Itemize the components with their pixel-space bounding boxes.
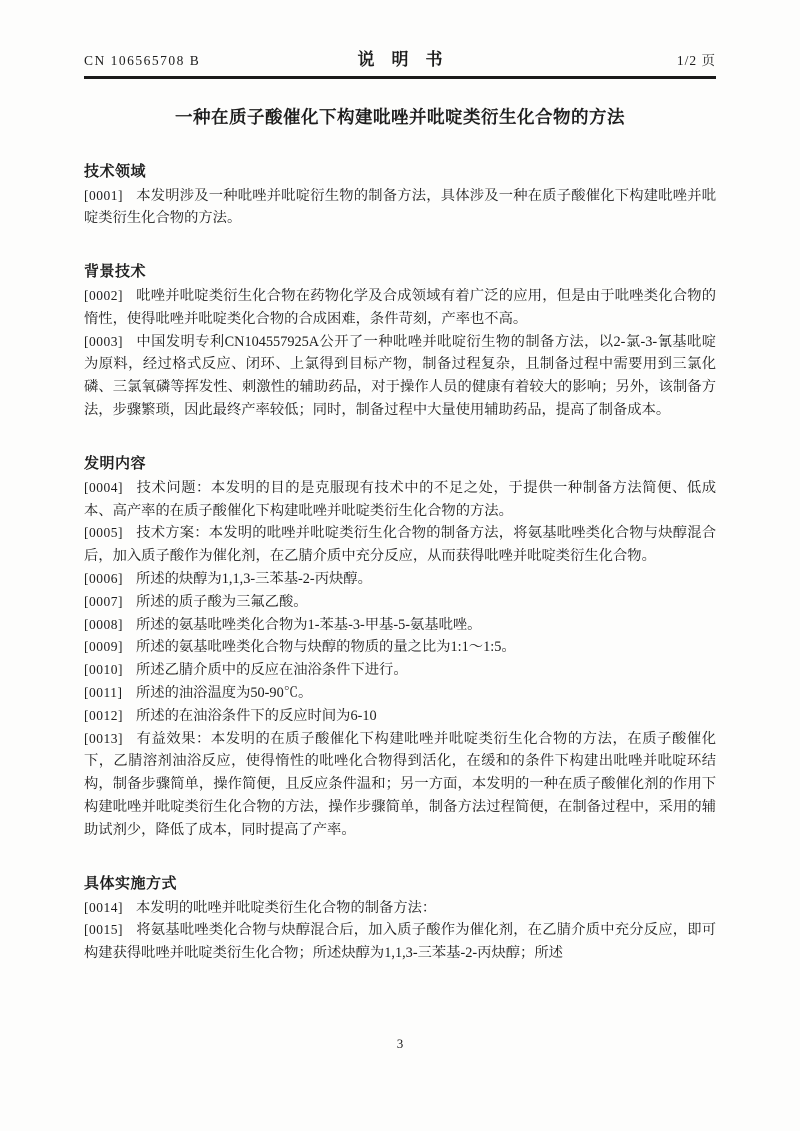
paragraph-number: [0004] bbox=[84, 479, 123, 495]
paragraph-0011 bbox=[84, 682, 716, 705]
paragraph-0009 bbox=[84, 636, 716, 659]
paragraph-0008 bbox=[84, 614, 716, 637]
paragraph-number: [0005] bbox=[84, 525, 123, 541]
paragraph-0012 bbox=[84, 705, 716, 728]
paragraph-0002 bbox=[84, 285, 716, 331]
section-technical-field bbox=[84, 161, 716, 231]
paragraph-number: [0009] bbox=[84, 639, 123, 655]
paragraph-0014 bbox=[84, 897, 716, 920]
section-detailed-description bbox=[84, 873, 716, 965]
paragraph-number: [0001] bbox=[84, 187, 123, 203]
section-heading-background-art: 背景技术 bbox=[84, 263, 147, 281]
paragraph-0003 bbox=[84, 331, 716, 422]
page-indicator: 1/2 页 bbox=[676, 53, 716, 68]
paragraph-0001 bbox=[84, 185, 716, 231]
paragraph-number: [0014] bbox=[84, 899, 123, 915]
paragraph-text: 所述的质子酸为三氟乙酸。 bbox=[136, 593, 308, 610]
paragraph-0005 bbox=[84, 522, 716, 568]
section-invention-content bbox=[84, 453, 716, 842]
invention-title: 一种在质子酸催化下构建吡唑并吡啶类衍生化合物的方法 bbox=[175, 107, 625, 127]
paragraph-text: 技术方案：本发明的吡唑并吡啶类衍生化合物的制备方法，将氨基吡唑类化合物与炔醇混合后，加入质子酸作为催化剂，在乙腈介质中充分反应，从而获得吡唑并吡啶类衍生化合物。 bbox=[84, 525, 716, 565]
page-number: 3 bbox=[396, 1036, 404, 1051]
paragraph-0015 bbox=[84, 919, 716, 965]
paragraph-number: [0010] bbox=[84, 662, 123, 678]
paragraph-number: [0013] bbox=[84, 730, 123, 746]
section-heading-technical-field: 技术领域 bbox=[84, 162, 147, 180]
paragraph-0007 bbox=[84, 591, 716, 614]
paragraph-text: 所述的在油浴条件下的反应时间为6-10 bbox=[136, 707, 377, 724]
paragraph-number: [0002] bbox=[84, 288, 123, 304]
section-background-art bbox=[84, 261, 716, 422]
paragraph-text: 所述的炔醇为1,1,3-三苯基-2-丙炔醇。 bbox=[136, 571, 372, 588]
paragraph-number: [0006] bbox=[84, 571, 123, 587]
paragraph-text: 所述的油浴温度为50-90℃。 bbox=[136, 685, 313, 702]
paragraph-text: 本发明的吡唑并吡啶类衍生化合物的制备方法： bbox=[136, 899, 437, 916]
paragraph-number: [0008] bbox=[84, 616, 123, 632]
paragraph-text: 中国发明专利CN104557925A公开了一种吡唑并吡啶衍生物的制备方法，以2-氯-3-氰基吡啶为原料，经过格式反应、闭环、上氯得到目标产物，制备过程复杂，且制备过程中需要用到三氯化磷、三氯氧磷等挥发性、刺激性的辅助药品，对于操作人员的健康有着较大的影响；另外，该制备方法，步骤繁琐，因此最终产率较低；同时，制备过程中大量使用辅助药品，提高了制备成本。 bbox=[84, 333, 716, 419]
document-type-title: 说 明 书 bbox=[357, 50, 443, 69]
page-footer bbox=[0, 1036, 800, 1052]
paragraph-number: [0007] bbox=[84, 593, 123, 609]
paragraph-0013 bbox=[84, 728, 716, 842]
paragraph-text: 将氨基吡唑类化合物与炔醇混合后，加入质子酸作为催化剂，在乙腈介质中充分反应，即可构建获得吡唑并吡啶类衍生化合物；所述炔醇为1,1,3-三苯基-2-丙炔醇；所述 bbox=[84, 922, 716, 962]
paragraph-0006 bbox=[84, 568, 716, 591]
section-heading-detailed-description: 具体实施方式 bbox=[84, 874, 178, 892]
paragraph-number: [0011] bbox=[84, 685, 123, 701]
paragraph-0004 bbox=[84, 477, 716, 523]
paragraph-text: 所述乙腈介质中的反应在油浴条件下进行。 bbox=[136, 662, 408, 679]
section-heading-invention-content: 发明内容 bbox=[84, 454, 147, 472]
patent-number: CN 106565708 B bbox=[84, 53, 201, 68]
paragraph-text: 有益效果：本发明的在质子酸催化下构建吡唑并吡啶类衍生化合物的方法，在质子酸催化下，乙腈溶剂油浴反应，使得惰性的吡唑化合物得到活化，在缓和的条件下构建出吡唑并吡啶环结构，制备步骤简单，操作简便，且反应条件温和；另一方面，本发明的一种在质子酸催化剂的作用下构建吡唑并吡啶类衍生化合物的方法，操作步骤简单，制备方法过程简便，在制备过程中，采用的辅助试剂少，降低了成本，同时提高了产率。 bbox=[84, 730, 716, 838]
paragraph-number: [0015] bbox=[84, 922, 123, 938]
paragraph-number: [0012] bbox=[84, 707, 123, 723]
paragraph-number: [0003] bbox=[84, 333, 123, 349]
paragraph-text: 所述的氨基吡唑类化合物与炔醇的物质的量之比为1:1～1:5。 bbox=[136, 639, 516, 656]
paragraph-0010 bbox=[84, 659, 716, 682]
paragraph-text: 技术问题：本发明的目的是克服现有技术中的不足之处，于提供一种制备方法简便、低成本、高产率的在质子酸催化下构建吡唑并吡啶类衍生化合物的方法。 bbox=[84, 479, 716, 519]
paragraph-text: 所述的氨基吡唑类化合物为1-苯基-3-甲基-5-氨基吡唑。 bbox=[136, 616, 482, 633]
paragraph-text: 吡唑并吡啶类衍生化合物在药物化学及合成领域有着广泛的应用，但是由于吡唑类化合物的惰性，使得吡唑并吡啶类化合物的合成困难，条件苛刻，产率也不高。 bbox=[84, 288, 716, 327]
paragraph-text: 本发明涉及一种吡唑并吡啶衍生物的制备方法，具体涉及一种在质子酸催化下构建吡唑并吡啶类衍生化合物的方法。 bbox=[84, 187, 716, 227]
page-header bbox=[84, 0, 716, 79]
